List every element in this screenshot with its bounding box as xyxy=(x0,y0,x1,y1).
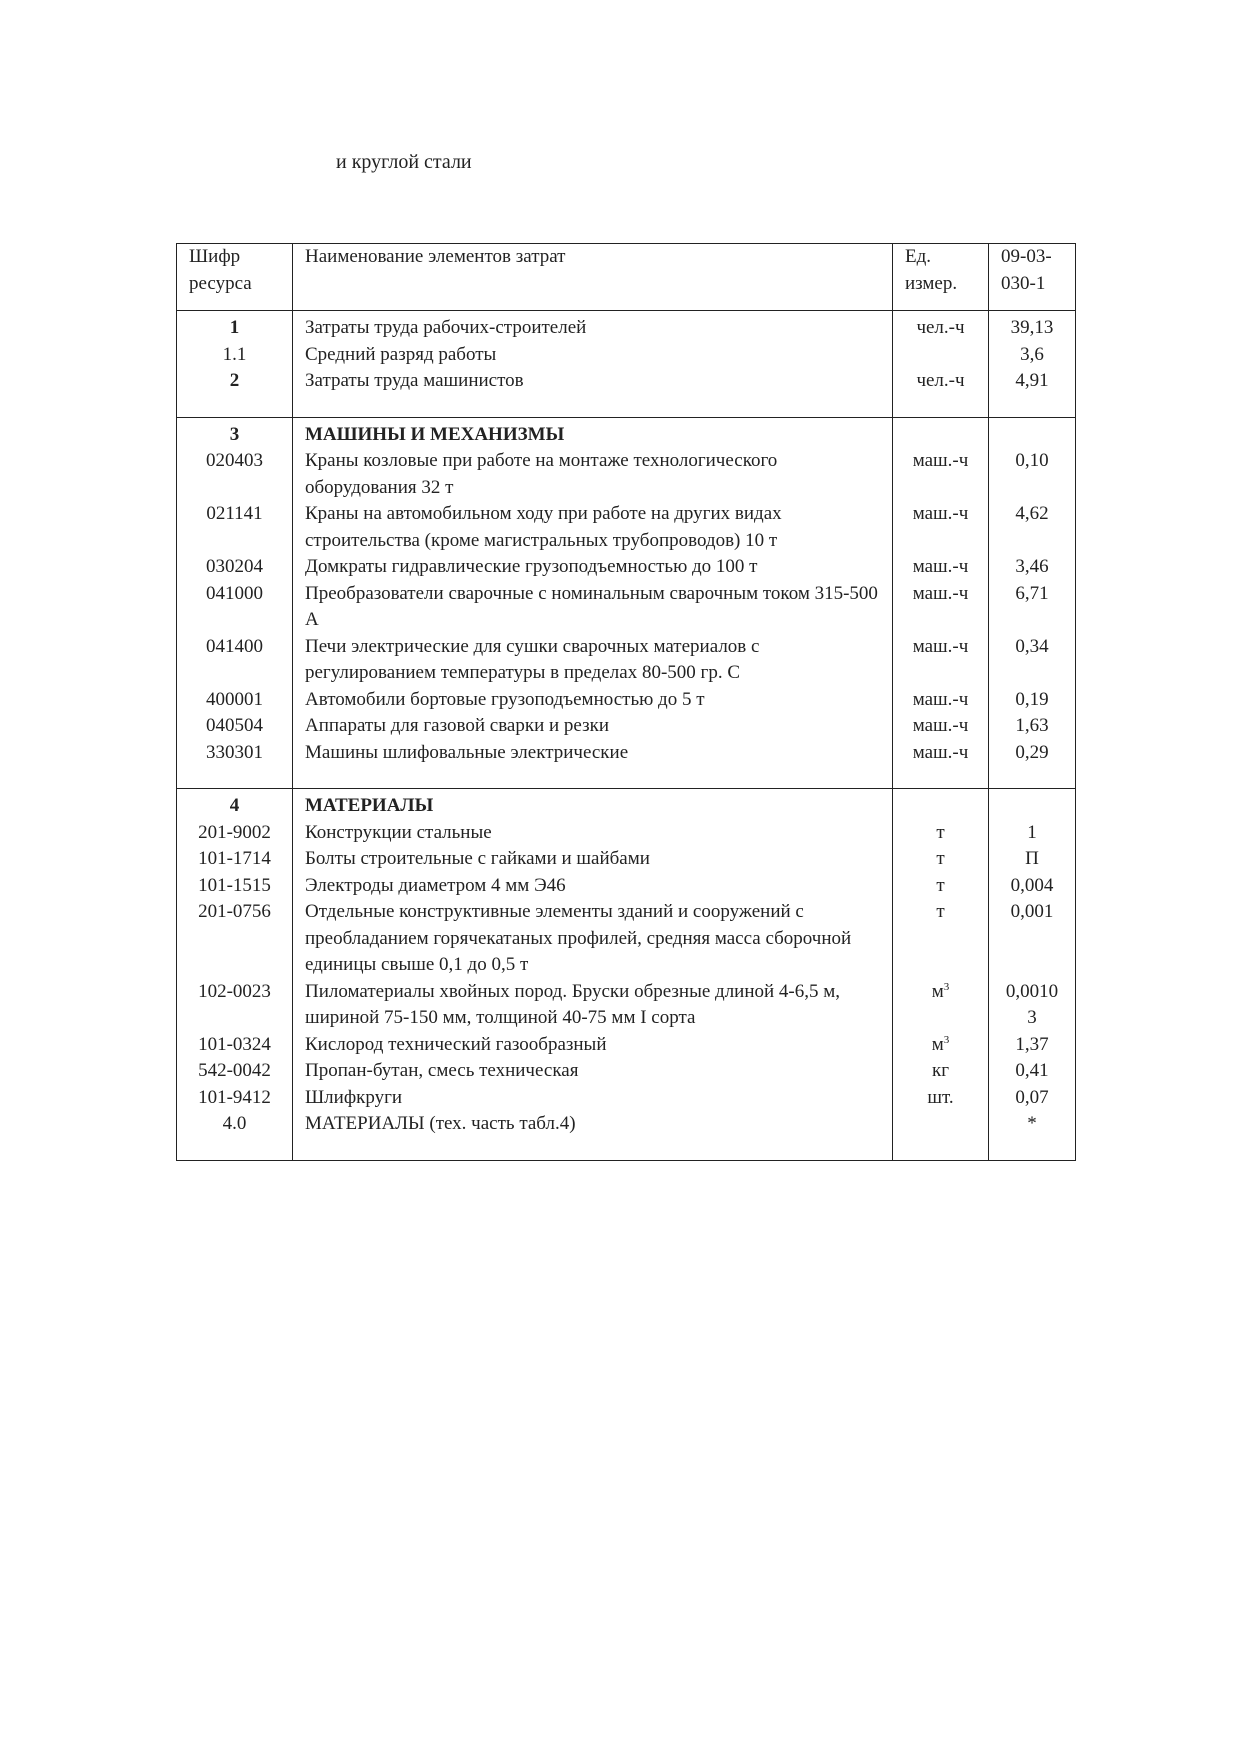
row-unit xyxy=(893,501,989,554)
row-name: Печи электрические для сушки сварочных материалов с регулированием температуры в пределах 80-500 гр. С xyxy=(293,634,893,687)
table-header-row xyxy=(177,244,1076,311)
row-code: 400001 xyxy=(177,687,293,714)
table-row xyxy=(177,581,1076,634)
row-value xyxy=(989,1085,1076,1112)
row-value xyxy=(989,873,1076,900)
row-unit xyxy=(893,820,989,847)
row-unit xyxy=(893,554,989,581)
row-value xyxy=(989,979,1076,1032)
row-unit-text: маш.-ч xyxy=(912,741,969,763)
row-value xyxy=(989,899,1076,979)
row-unit xyxy=(893,342,989,369)
row-unit-text: м xyxy=(931,980,944,1002)
table-row xyxy=(177,342,1076,369)
table-row xyxy=(177,1085,1076,1112)
row-name: МАШИНЫ И МЕХАНИЗМЫ xyxy=(293,417,893,448)
row-name: Средний разряд работы xyxy=(293,342,893,369)
row-code: 1 xyxy=(177,311,293,342)
table-row xyxy=(177,554,1076,581)
row-code: 3 xyxy=(177,417,293,448)
row-value xyxy=(989,581,1076,634)
table-row xyxy=(177,1058,1076,1085)
row-value-text: П xyxy=(1025,848,1039,869)
table-row xyxy=(177,687,1076,714)
row-name: Кислород технический газообразный xyxy=(293,1032,893,1059)
row-name: Затраты труда рабочих-строителей xyxy=(293,311,893,342)
row-code: 201-9002 xyxy=(177,820,293,847)
row-value-text: 1,63 xyxy=(1015,715,1049,736)
row-unit xyxy=(893,1111,989,1160)
row-unit xyxy=(893,311,989,342)
row-value-text: 0,34 xyxy=(1015,635,1049,657)
table-row xyxy=(177,634,1076,687)
row-unit xyxy=(893,979,989,1032)
row-code: 101-1515 xyxy=(177,873,293,900)
row-code: 021141 xyxy=(177,501,293,554)
row-value-text: 0,10 xyxy=(1015,450,1049,471)
row-unit-superscript: 3 xyxy=(943,1033,950,1046)
row-code: 542-0042 xyxy=(177,1058,293,1085)
row-value xyxy=(989,789,1076,820)
row-unit-text: маш.-ч xyxy=(912,688,969,710)
row-value-text: 3,46 xyxy=(1015,556,1049,577)
header-unit: Ед. измер. xyxy=(893,244,989,311)
table-row xyxy=(177,1111,1076,1160)
row-code: 330301 xyxy=(177,740,293,789)
row-unit-text: маш.-ч xyxy=(912,715,969,736)
row-code: 101-9412 xyxy=(177,1085,293,1112)
row-value xyxy=(989,634,1076,687)
row-unit-text: шт. xyxy=(927,1086,954,1108)
row-code: 101-1714 xyxy=(177,846,293,873)
row-name: Домкраты гидравлические грузоподъемностью до 100 т xyxy=(293,554,893,581)
row-value-text: 0,001 xyxy=(1010,901,1054,922)
row-value xyxy=(989,448,1076,501)
row-value xyxy=(989,1111,1076,1160)
row-name: Электроды диаметром 4 мм Э46 xyxy=(293,873,893,900)
row-value-text: * xyxy=(1027,1113,1037,1134)
row-value-text: 0,19 xyxy=(1015,688,1049,710)
row-value xyxy=(989,740,1076,789)
table-row xyxy=(177,417,1076,448)
row-value xyxy=(989,417,1076,448)
row-unit xyxy=(893,789,989,820)
table-row xyxy=(177,873,1076,900)
row-value-text: 0,29 xyxy=(1015,741,1049,763)
row-value-text: 3,6 xyxy=(1020,343,1044,365)
row-unit-text: маш.-ч xyxy=(912,635,969,657)
row-value xyxy=(989,368,1076,417)
row-unit xyxy=(893,448,989,501)
row-value xyxy=(989,1032,1076,1059)
row-value-text: 1,37 xyxy=(1015,1033,1049,1055)
row-value xyxy=(989,1058,1076,1085)
row-name: Пиломатериалы хвойных пород. Бруски обрезные длиной 4-6,5 м, шириной 75-150 мм, толщиной 40-75 мм I сорта xyxy=(293,979,893,1032)
table-row xyxy=(177,846,1076,873)
row-unit xyxy=(893,634,989,687)
row-value-text: 1 xyxy=(1027,821,1037,843)
row-name: Отдельные конструктивные элементы зданий и сооружений с преобладанием горячекатаных профилей, средняя масса сборочной единицы свыше 0,1 до 0,5 т xyxy=(293,899,893,979)
row-unit-text: т xyxy=(936,848,945,869)
row-code: 4 xyxy=(177,789,293,820)
row-name: МАТЕРИАЛЫ xyxy=(293,789,893,820)
row-value-text: 0,41 xyxy=(1015,1060,1049,1081)
row-unit-text: кг xyxy=(931,1060,950,1081)
row-unit xyxy=(893,687,989,714)
row-code: 201-0756 xyxy=(177,899,293,979)
row-value xyxy=(989,311,1076,342)
row-value-text: 0,07 xyxy=(1015,1086,1049,1108)
table-row xyxy=(177,501,1076,554)
row-name: Краны на автомобильном ходу при работе на других видах строительства (кроме магистральных трубопроводов) 10 т xyxy=(293,501,893,554)
row-value xyxy=(989,554,1076,581)
row-name: МАТЕРИАЛЫ (тех. часть табл.4) xyxy=(293,1111,893,1160)
row-code: 102-0023 xyxy=(177,979,293,1032)
table-row xyxy=(177,713,1076,740)
row-unit xyxy=(893,581,989,634)
table-row xyxy=(177,740,1076,789)
row-value xyxy=(989,846,1076,873)
row-unit-text: т xyxy=(936,901,945,922)
row-unit-text: маш.-ч xyxy=(912,582,969,604)
table-row xyxy=(177,979,1076,1032)
row-value xyxy=(989,687,1076,714)
table-row xyxy=(177,368,1076,417)
header-norm: 09-03-030-1 xyxy=(989,244,1076,311)
row-unit-superscript: 3 xyxy=(943,980,950,993)
row-value xyxy=(989,713,1076,740)
row-value xyxy=(989,820,1076,847)
row-value-text: 4,91 xyxy=(1015,370,1049,391)
header-name: Наименование элементов затрат xyxy=(293,244,893,311)
row-unit xyxy=(893,846,989,873)
row-code: 4.0 xyxy=(177,1111,293,1160)
row-unit xyxy=(893,417,989,448)
row-name: Затраты труда машинистов xyxy=(293,368,893,417)
section-heading: и круглой стали xyxy=(336,151,472,173)
row-name: Шлифкруги xyxy=(293,1085,893,1112)
row-name: Краны козловые при работе на монтаже технологического оборудования 32 т xyxy=(293,448,893,501)
row-code: 1.1 xyxy=(177,342,293,369)
row-unit xyxy=(893,873,989,900)
row-unit-text: маш.-ч xyxy=(912,450,969,471)
row-unit xyxy=(893,368,989,417)
row-code: 041400 xyxy=(177,634,293,687)
row-code: 2 xyxy=(177,368,293,417)
table-row xyxy=(177,820,1076,847)
row-code: 030204 xyxy=(177,554,293,581)
row-unit xyxy=(893,740,989,789)
resource-table xyxy=(176,243,1076,1161)
row-name: Болты строительные с гайками и шайбами xyxy=(293,846,893,873)
row-name: Преобразователи сварочные с номинальным сварочным током 315-500 А xyxy=(293,581,893,634)
row-unit xyxy=(893,1085,989,1112)
row-name: Автомобили бортовые грузоподъемностью до 5 т xyxy=(293,687,893,714)
row-value-text: 0,004 xyxy=(1010,874,1054,896)
row-value xyxy=(989,501,1076,554)
row-unit-text: м xyxy=(931,1033,944,1055)
row-value-text: 4,62 xyxy=(1015,503,1049,524)
table-row xyxy=(177,311,1076,342)
row-value-text: 6,71 xyxy=(1015,582,1049,604)
row-code: 020403 xyxy=(177,448,293,501)
row-unit-text: чел.-ч xyxy=(916,317,965,338)
header-code: Шифр ресурса xyxy=(177,244,293,311)
row-value-text: 39,13 xyxy=(1010,317,1054,338)
table-row xyxy=(177,1032,1076,1059)
row-name: Аппараты для газовой сварки и резки xyxy=(293,713,893,740)
row-unit-text: т xyxy=(936,874,945,896)
row-unit-text: маш.-ч xyxy=(912,503,969,524)
table-row xyxy=(177,899,1076,979)
row-value xyxy=(989,342,1076,369)
row-unit-text: т xyxy=(936,821,945,843)
row-value-text: 0,0010 3 xyxy=(1005,980,1059,1028)
row-unit xyxy=(893,1058,989,1085)
row-code: 041000 xyxy=(177,581,293,634)
row-code: 101-0324 xyxy=(177,1032,293,1059)
row-unit xyxy=(893,1032,989,1059)
row-name: Пропан-бутан, смесь техническая xyxy=(293,1058,893,1085)
table-row xyxy=(177,448,1076,501)
row-name: Машины шлифовальные электрические xyxy=(293,740,893,789)
row-unit-text: маш.-ч xyxy=(912,556,969,577)
row-unit-text: чел.-ч xyxy=(916,370,965,391)
row-code: 040504 xyxy=(177,713,293,740)
row-unit xyxy=(893,899,989,979)
table-row xyxy=(177,789,1076,820)
row-unit xyxy=(893,713,989,740)
row-name: Конструкции стальные xyxy=(293,820,893,847)
